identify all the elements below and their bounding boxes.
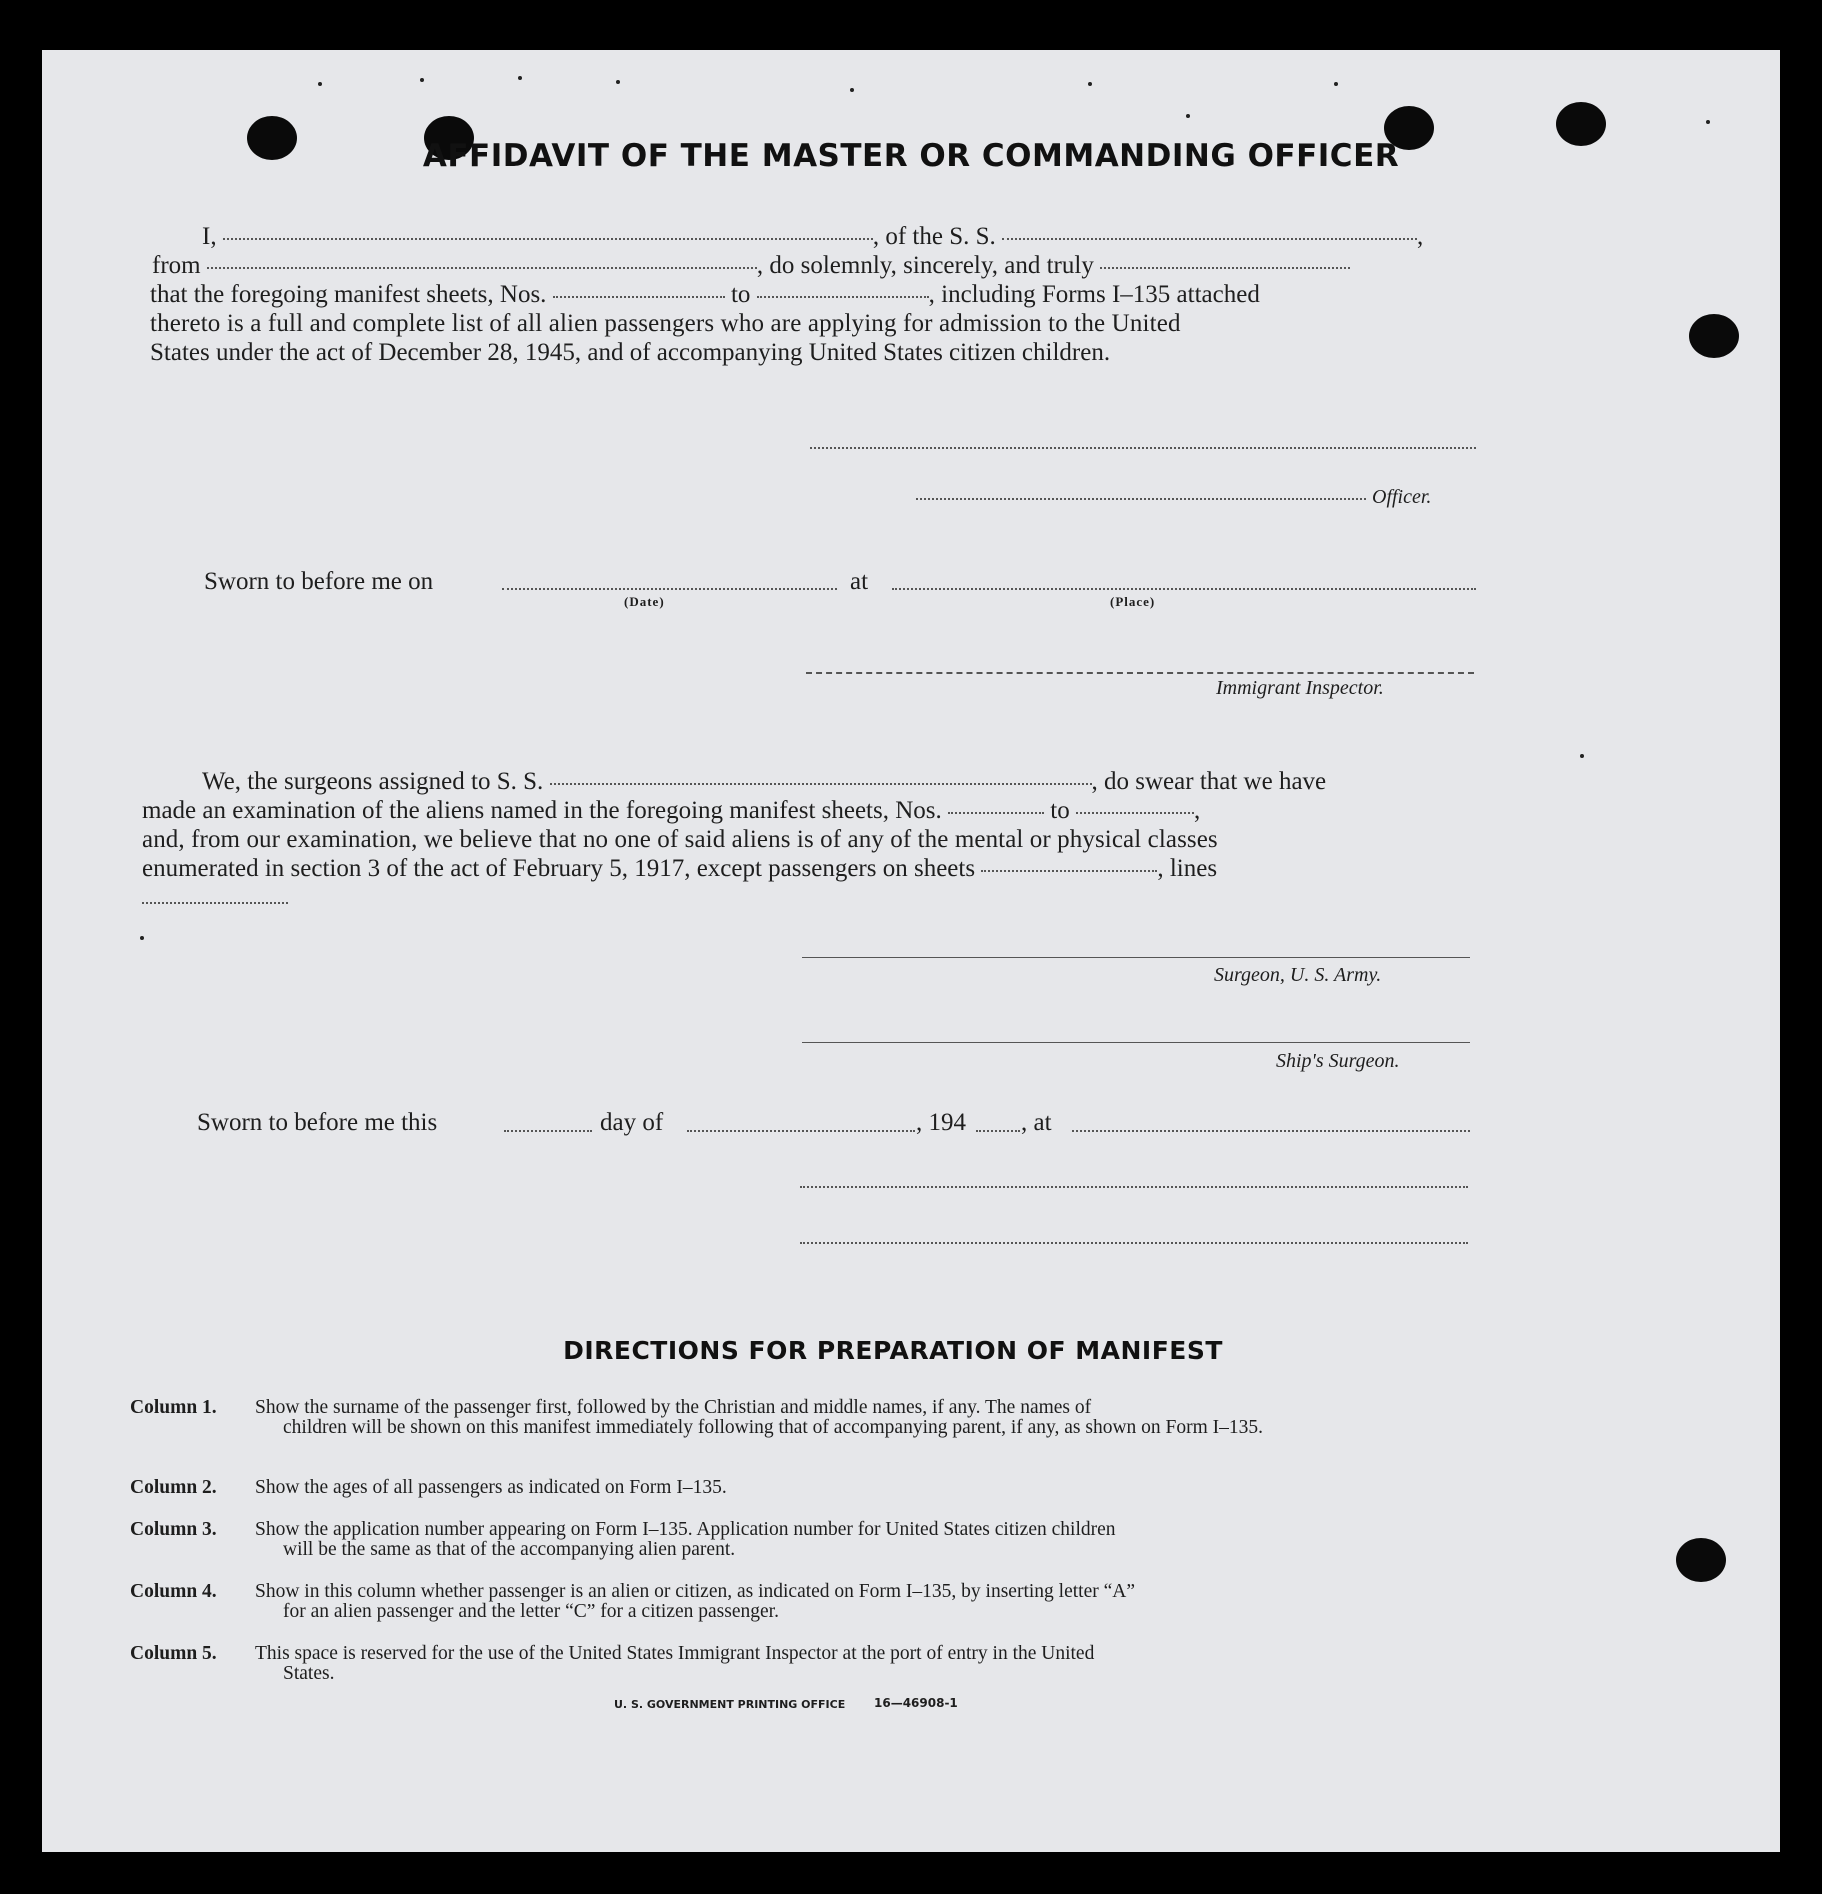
text-year: , 194 xyxy=(916,1109,966,1136)
dust-speck xyxy=(1334,82,1338,86)
text-lines: , lines xyxy=(1157,855,1218,882)
direction-continued: will be the same as that of the accompanying alien parent. xyxy=(283,1539,736,1560)
text-sworn: Sworn to before me on xyxy=(204,568,434,595)
oath-field[interactable] xyxy=(1100,267,1350,269)
sworn-before-2-text: Sworn to before me this xyxy=(197,1109,438,1136)
direction-first-line: Show the application number appearing on Form I–135. Application number for United States citizen children xyxy=(255,1519,1116,1540)
form-code: 16—46908-1 xyxy=(874,1696,958,1710)
sworn-date-field[interactable] xyxy=(502,588,837,590)
sworn-place-field[interactable] xyxy=(892,588,1476,590)
direction-col-label: Column 2. xyxy=(130,1477,217,1498)
except-sheets-field[interactable] xyxy=(981,870,1157,872)
surgeons-line-3: and, from our examination, we believe that no one of said aliens is of any of the mental or physical classes xyxy=(142,826,1218,853)
master-name-field[interactable] xyxy=(223,238,873,240)
text-manifest-sheets: that the foregoing manifest sheets, Nos. xyxy=(150,281,547,308)
text-day-of: day of xyxy=(600,1109,664,1136)
ship-surgeon-label: Ship's Surgeon. xyxy=(1276,1050,1400,1072)
sworn-before-1 xyxy=(204,567,433,597)
sworn-month-field[interactable] xyxy=(687,1130,915,1132)
affidavit-line-5: States under the act of December 28, 1945, and of accompanying United States citizen children. xyxy=(150,339,1111,366)
officer-signature-line[interactable] xyxy=(810,447,1476,449)
surgeons-line-2 xyxy=(142,796,1200,826)
dust-speck xyxy=(850,88,854,92)
place-caption: (Place) xyxy=(1110,594,1156,609)
sworn-year-field[interactable] xyxy=(976,1130,1020,1132)
officiant-signature-line[interactable] xyxy=(800,1186,1468,1188)
surgeons-line-4 xyxy=(142,854,1217,884)
direction-col-label: Column 4. xyxy=(130,1581,217,1602)
direction-first-line: Show the ages of all passengers as indicated on Form I–135. xyxy=(255,1477,727,1498)
army-surgeon-label: Surgeon, U. S. Army. xyxy=(1214,964,1382,986)
officer-label: Officer. xyxy=(1372,486,1432,508)
text-to: to xyxy=(1050,797,1070,824)
port-from-field[interactable] xyxy=(207,267,757,269)
affidavit-line-2 xyxy=(152,251,1350,281)
affidavit-line-3 xyxy=(150,280,1260,310)
affidavit-line-1 xyxy=(202,222,1423,252)
inspector-label: Immigrant Inspector. xyxy=(1216,677,1384,699)
direction-col-label: Column 5. xyxy=(130,1643,217,1664)
except-lines-field[interactable] xyxy=(142,902,288,904)
sworn-location-field[interactable] xyxy=(1072,1130,1470,1132)
text-including: , including Forms I–135 attached xyxy=(928,281,1260,308)
text-of-ss: , of the S. S. xyxy=(872,223,996,250)
text-surgeons-assigned: We, the surgeons assigned to S. S. xyxy=(202,768,544,795)
punch-hole xyxy=(1676,1538,1726,1582)
text-do-swear: , do swear that we have xyxy=(1091,768,1327,795)
punch-hole xyxy=(1689,314,1739,358)
date-caption: (Date) xyxy=(624,594,665,609)
text-at: at xyxy=(850,568,869,595)
affidavit-line-4: thereto is a full and complete list of all alien passengers who are applying for admission to the United xyxy=(150,310,1181,337)
dust-speck xyxy=(1088,82,1092,86)
text-enumerated: enumerated in section 3 of the act of February 5, 1917, except passengers on sheets xyxy=(142,855,976,882)
direction-first-line: This space is reserved for the use of the United States Immigrant Inspector at the port of entry in the United xyxy=(255,1643,1095,1664)
text-comma: , xyxy=(1417,223,1424,250)
dust-speck xyxy=(420,78,424,82)
exam-sheet-to-field[interactable] xyxy=(1076,812,1194,814)
sheet-to-field[interactable] xyxy=(757,296,929,298)
dust-speck xyxy=(1580,754,1584,758)
dust-speck xyxy=(1186,114,1190,118)
ship-surgeon-signature-line[interactable] xyxy=(802,1042,1470,1043)
text-at: , at xyxy=(1021,1109,1052,1136)
printer-imprint: U. S. GOVERNMENT PRINTING OFFICE xyxy=(614,1698,846,1711)
affidavit-title: AFFIDAVIT OF THE MASTER OR COMMANDING OFFICER xyxy=(422,138,1400,174)
sworn-day-field[interactable] xyxy=(504,1130,592,1132)
text-comma: , xyxy=(1193,797,1201,824)
text-made-examination: made an examination of the aliens named in the foregoing manifest sheets, Nos. xyxy=(142,797,942,824)
direction-text xyxy=(255,1398,1460,1438)
direction-col-label: Column 1. xyxy=(130,1397,217,1418)
officiant-title-line[interactable] xyxy=(800,1242,1468,1244)
text-solemnly: , do solemnly, sincerely, and truly xyxy=(756,252,1094,279)
direction-first-line: Show the surname of the passenger first, followed by the Christian and middle names, if any. The names of xyxy=(255,1397,1092,1418)
direction-text xyxy=(255,1644,1460,1684)
form-sheet xyxy=(42,50,1780,1852)
text-to: to xyxy=(730,281,751,308)
dust-speck xyxy=(1706,120,1710,124)
officer-title-line[interactable] xyxy=(916,498,1366,500)
direction-continued: States. xyxy=(283,1663,335,1684)
text-i: I, xyxy=(202,223,217,250)
surgeons-line-1 xyxy=(202,767,1326,797)
direction-text xyxy=(255,1478,1460,1498)
ship-name-field[interactable] xyxy=(1002,238,1417,240)
dust-speck xyxy=(616,80,620,84)
direction-text xyxy=(255,1520,1460,1560)
surgeon-ship-field[interactable] xyxy=(550,783,1092,785)
inspector-signature-line[interactable] xyxy=(806,672,1474,674)
army-surgeon-signature-line[interactable] xyxy=(802,957,1470,958)
text-from: from xyxy=(152,252,201,279)
dust-speck xyxy=(140,936,144,940)
direction-continued: children will be shown on this manifest immediately following that of accompanying parent, if any, as shown on Form I–135. xyxy=(283,1417,1264,1438)
direction-text xyxy=(255,1582,1460,1622)
sheet-from-field[interactable] xyxy=(553,296,725,298)
directions-title: DIRECTIONS FOR PREPARATION OF MANIFEST xyxy=(563,1336,1223,1365)
direction-continued: for an alien passenger and the letter “C” for a citizen passenger. xyxy=(283,1601,779,1622)
direction-first-line: Show in this column whether passenger is an alien or citizen, as indicated on Form I–135, by inserting letter “A” xyxy=(255,1581,1135,1602)
direction-col-label: Column 3. xyxy=(130,1519,217,1540)
exam-sheet-from-field[interactable] xyxy=(948,812,1044,814)
dust-speck xyxy=(318,82,322,86)
dust-speck xyxy=(518,76,522,80)
